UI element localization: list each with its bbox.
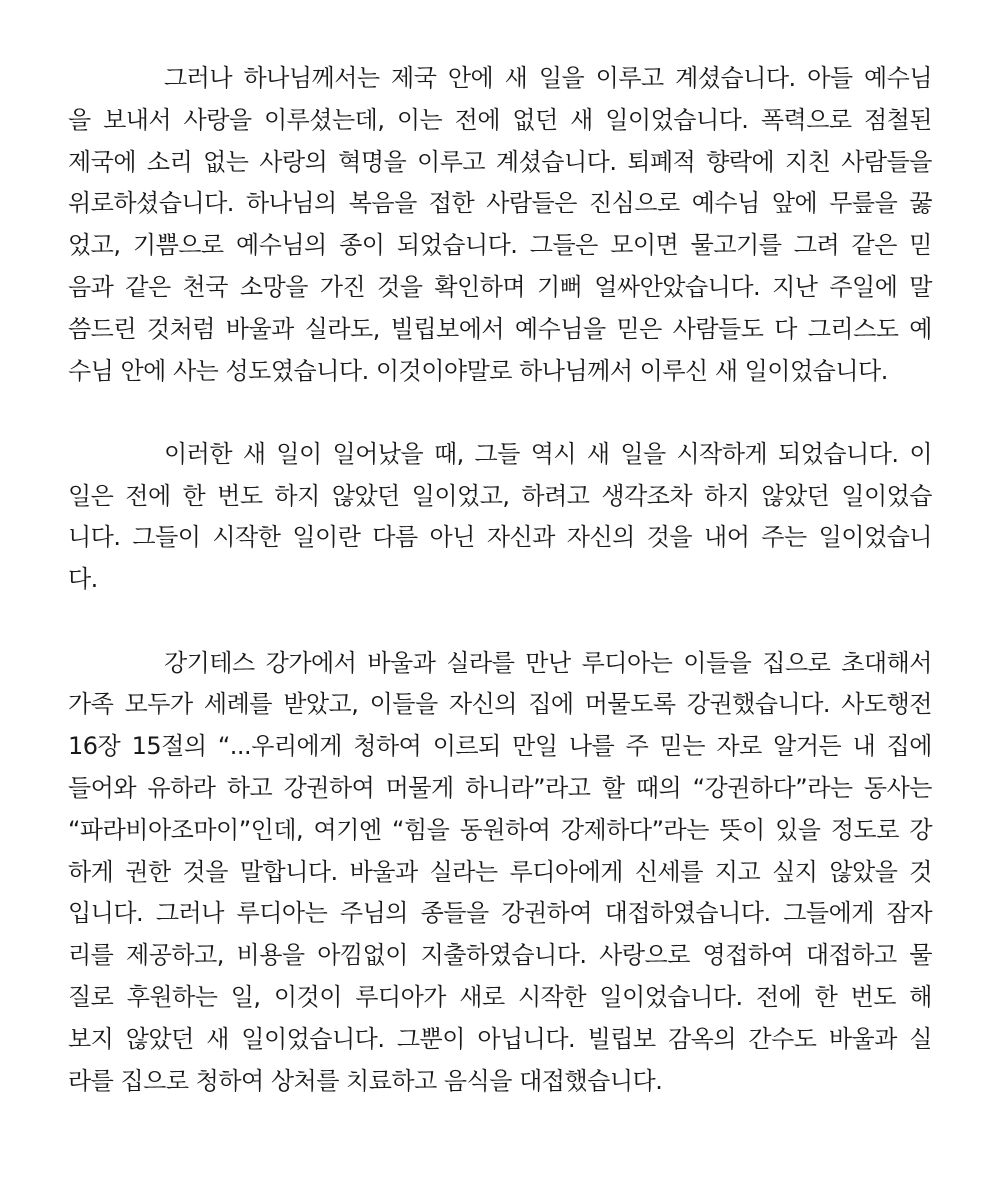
paragraph-1 — [68, 58, 932, 392]
document-body — [68, 58, 932, 1144]
text-line: 일은 전에 한 번도 하지 않았던 일이었고, 하려고 생각조차 하지 않았던 일이었습 — [68, 481, 932, 510]
paragraph-2 — [68, 434, 932, 601]
text-line: 씀드린 것처럼 바울과 실라도, 빌립보에서 예수님을 믿은 사람들도 다 그리스도 예 — [68, 314, 932, 343]
text-line: 들어와 유하라 하고 강권하여 머물게 하니라”라고 할 때의 “강권하다”라는 동사는 — [68, 773, 932, 802]
text-line: 니다. 그들이 시작한 일이란 다름 아닌 자신과 자신의 것을 내어 주는 일이었습니 — [68, 523, 932, 552]
text-line: “파라비아조마이”인데, 여기엔 “힘을 동원하여 강제하다”라는 뜻이 있을 정도로 강 — [68, 815, 932, 844]
paragraph-3 — [68, 643, 932, 1103]
text-line: 수님 안에 사는 성도였습니다. 이것이야말로 하나님께서 이루신 새 일이었습니다. — [68, 356, 888, 385]
text-line: 하게 권한 것을 말합니다. 바울과 실라는 루디아에게 신세를 지고 싶지 않았을 것 — [68, 857, 932, 886]
text-line: 그러나 하나님께서는 제국 안에 새 일을 이루고 계셨습니다. 아들 예수님 — [164, 64, 932, 92]
text-line: 라를 집으로 청하여 상처를 치료하고 음식을 대접했습니다. — [68, 1066, 663, 1095]
text-line: 가족 모두가 세례를 받았고, 이들을 자신의 집에 머물도록 강권했습니다. 사도행전 — [68, 690, 932, 719]
text-line: 었고, 기쁨으로 예수님의 종이 되었습니다. 그들은 모이면 물고기를 그려 같은 믿 — [68, 231, 932, 260]
text-line: 위로하셨습니다. 하나님의 복음을 접한 사람들은 진심으로 예수님 앞에 무릎을 꿇 — [68, 189, 932, 218]
text-line: 리를 제공하고, 비용을 아낌없이 지출하였습니다. 사랑으로 영접하여 대접하고 물 — [68, 941, 932, 970]
text-line: 질로 후원하는 일, 이것이 루디아가 새로 시작한 일이었습니다. 전에 한 번도 해 — [68, 982, 932, 1011]
text-line: 16장 15절의 “...우리에게 청하여 이르되 만일 나를 주 믿는 자로 알거든 내 집에 — [68, 732, 932, 761]
text-line: 강기테스 강가에서 바울과 실라를 만난 루디아는 이들을 집으로 초대해서 — [164, 648, 932, 677]
text-line: 입니다. 그러나 루디아는 주님의 종들을 강권하여 대접하였습니다. 그들에게 잠자 — [68, 899, 932, 928]
text-line: 음과 같은 천국 소망을 가진 것을 확인하며 기뻐 얼싸안았습니다. 지난 주일에 말 — [68, 272, 932, 301]
text-line: 제국에 소리 없는 사랑의 혁명을 이루고 계셨습니다. 퇴폐적 향락에 지친 사람들을 — [68, 147, 932, 176]
text-line: 을 보내서 사랑을 이루셨는데, 이는 전에 없던 새 일이었습니다. 폭력으로 점철된 — [68, 105, 932, 134]
text-line: 다. — [68, 565, 98, 594]
text-line: 보지 않았던 새 일이었습니다. 그뿐이 아닙니다. 빌립보 감옥의 간수도 바울과 실 — [68, 1024, 932, 1053]
text-line: 이러한 새 일이 일어났을 때, 그들 역시 새 일을 시작하게 되었습니다. 이 — [164, 439, 932, 468]
